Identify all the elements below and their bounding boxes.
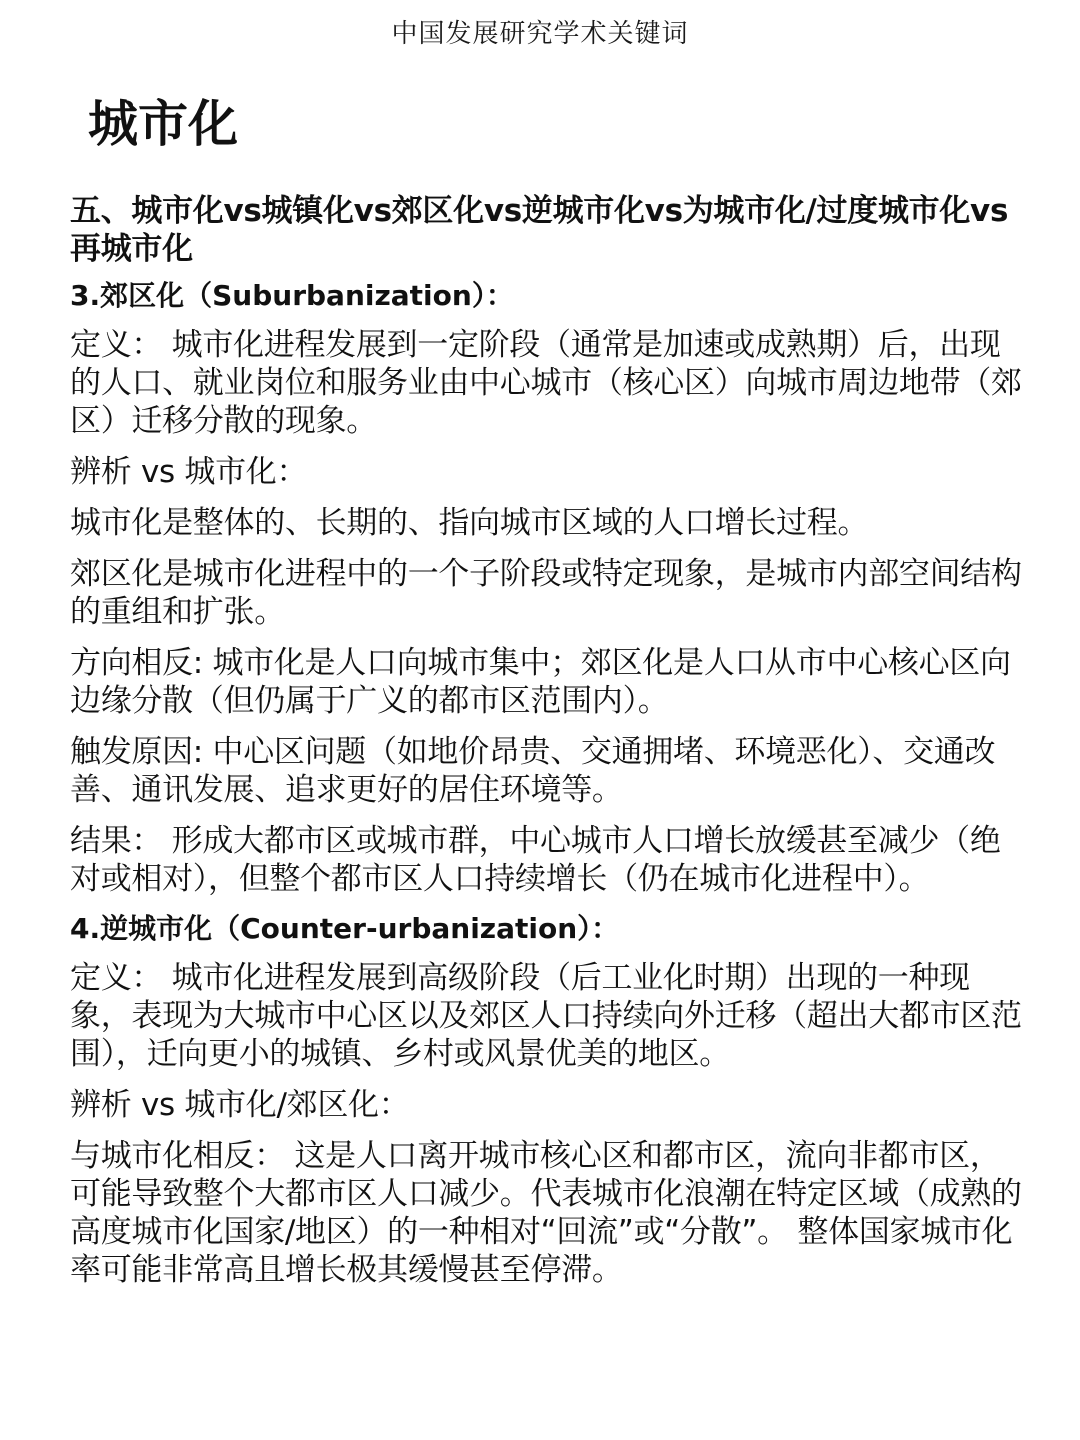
counterurbanization-contrast: 与城市化相反： 这是人口离开城市核心区和都市区，流向非都市区，可能导致整个大都市区人口减少。代表城市化浪潮在特定区域（成熟的高度城市化国家/地区）的一种相对“回流”或“分散”。 整体国家城市化率可能非常高且增长极其缓慢甚至停滞。 [70,1138,1022,1288]
trigger-causes-paragraph: 触发原因: 中心区问题（如地价昂贵、交通拥堵、环境恶化）、交通改善、通讯发展、追求更好的居住环境等。 [70,734,996,808]
page-title: 城市化 [88,95,238,153]
document-body [70,192,1025,1302]
direction-paragraph: 方向相反: 城市化是人口向城市集中；郊区化是人口从市中心核心区向边缘分散（但仍属于广义的都市区范围内）。 [70,645,1011,719]
suburbanization-description: 郊区化是城市化进程中的一个子阶段或特定现象，是城市内部空间结构的重组和扩张。 [70,556,1022,630]
suburbanization-heading: 3.郊区化（Suburbanization）： [70,279,514,312]
section-heading: 五、城市化vs城镇化vs郊区化vs逆城市化vs为城市化/过度城市化vs再城市化 [70,193,1009,267]
page-header: 中国发展研究学术关键词 [391,19,689,49]
urbanization-description: 城市化是整体的、长期的、指向城市区域的人口增长过程。 [70,505,869,541]
counterurbanization-comparison-label: 辨析 vs 城市化/郊区化： [70,1087,410,1123]
suburbanization-definition: 定义： 城市化进程发展到一定阶段（通常是加速或成熟期）后，出现的人口、就业岗位和服务业由中心城市（核心区）向城市周边地带（郊区）迁移分散的现象。 [70,327,1022,439]
suburbanization-comparison-label: 辨析 vs 城市化： [70,454,308,490]
counterurbanization-definition: 定义： 城市化进程发展到高级阶段（后工业化时期）出现的一种现象，表现为大城市中心区以及郊区人口持续向外迁移（超出大都市区范围），迁向更小的城镇、乡村或风景优美的地区。 [70,960,1022,1072]
result-paragraph: 结果： 形成大都市区或城市群，中心城市人口增长放缓甚至减少（绝对或相对），但整个都市区人口持续增长（仍在城市化进程中）。 [70,823,1001,897]
counterurbanization-heading: 4.逆城市化（Counter-urbanization）： [70,912,620,945]
